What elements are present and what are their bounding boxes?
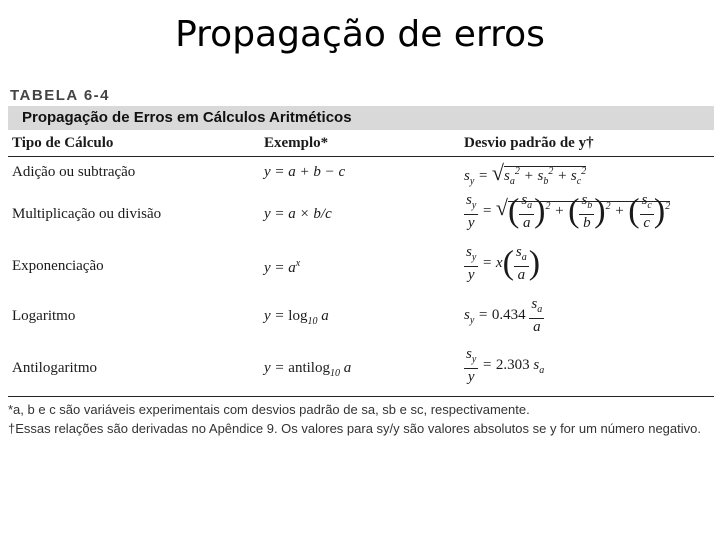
footnote-appendix: †Essas relações são derivadas no Apêndice 9. Os valores para sy/y são valores absolutos se y for um número negativo. [8, 421, 701, 436]
row-deviation: $\frac{s_y}{y}$ = 2.303 $s_a$ [466, 346, 545, 385]
footnote-variables: *a, b e c são variáveis experimentais com desvios padrão de sa, sb e sc, respectivamente. [8, 402, 530, 417]
table-caption-bar [8, 106, 714, 130]
table-bottom-rule [8, 396, 714, 397]
row-deviation: $s_y = 0.434$ $\frac{s_a}{a}$ [464, 296, 543, 335]
header-example: Exemplo* [264, 135, 329, 151]
header-std-dev: Desvio padrão de y† [464, 135, 594, 151]
table-row [8, 244, 714, 292]
row-deviation: $\frac{s_y}{y}$ = x( $\frac{s_a}{a}$ ) [466, 244, 541, 283]
row-example: y = a + b − c [264, 164, 346, 180]
row-type: Exponenciação [12, 258, 104, 274]
row-type: Adição ou subtração [12, 164, 136, 180]
table-caption: Propagação de Erros em Cálculos Aritméticos [22, 109, 352, 126]
row-type: Multiplicação ou divisão [12, 206, 162, 222]
slide-title: Propagação de erros [175, 14, 545, 55]
table-row [8, 346, 714, 394]
row-example: $y = \log_{10} a$ [264, 308, 329, 327]
row-type: Logaritmo [12, 308, 76, 324]
table-number-label: TABELA 6-4 [10, 87, 111, 104]
row-deviation: $\frac{s_y}{y}$ = √( $\frac{s_a}{a}$ )$^2$ + ( $\frac{s_b}{b}$ )$^2$ + ( $\frac{s_c}{c}$ )$^2$ [466, 192, 671, 231]
row-type: Antilogaritmo [12, 360, 97, 376]
row-example: y = antilog$_{10}$ a [264, 360, 352, 379]
table-row [8, 192, 714, 240]
row-example: $y = a^x$ [264, 258, 301, 276]
header-calc-type: Tipo de Cálculo [12, 135, 114, 151]
row-example: y = a × b/c [264, 206, 332, 222]
row-deviation: $s_y = √s_a^2 + s_b^2 + s_c^2$ [464, 160, 587, 187]
table-header-row [8, 134, 714, 157]
table-row [8, 296, 714, 344]
